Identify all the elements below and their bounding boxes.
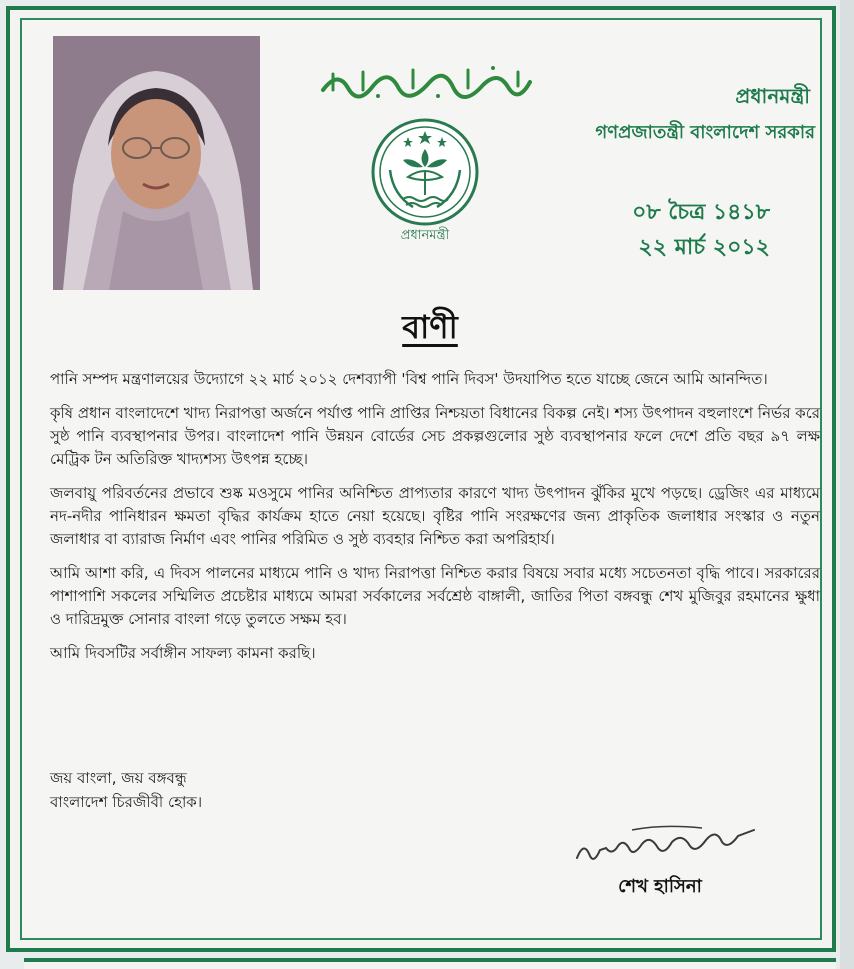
date-gregorian: ২২ মার্চ ২০১২ <box>638 235 770 260</box>
closing-line-1: জয় বাংলা, জয় বঙ্গবন্ধু <box>50 769 187 787</box>
closing-lines <box>50 766 450 814</box>
emblem-caption: প্রধানমন্ত্রী <box>400 228 450 243</box>
paragraph: পানি সম্পদ মন্ত্রণালয়ের উদ্যোগে ২২ মার্চ ২০১২ দেশব্যাপী 'বিশ্ব পানি দিবস' উদযাপিত হতে যাচ্ছে জেনে আমি আনন্দিত। <box>50 370 768 388</box>
message-body <box>50 368 820 676</box>
paragraph: জলবায়ু পরিবর্তনের প্রভাবে শুষ্ক মওসুমে পানির অনিশ্চিত প্রাপ্যতার কারণে খাদ্য উৎপাদন ঝুঁকির মুখে পড়ছে। ড্রেজিং এর মাধ্যমে নদ-নদীর পানিধারন ক্ষমতা বৃদ্ধির কার্যক্রম হাতে নেয়া হয়েছে। বৃষ্টির পানি সংরক্ষণের জন্য প্রাকৃতিক জলাধার সংস্কার ও নতুন জলাধার বা ব্যারাজ নির্মাণ এবং পানির পরিমিত ও সুষ্ঠ ব্যবহার নিশ্চিত করা অপরিহার্য। <box>50 484 820 548</box>
date-bengali: ০৮ চৈত্র ১৪১৮ <box>632 200 770 225</box>
paragraph: আমি আশা করি, এ দিবস পালনের মাধ্যমে পানি ও খাদ্য নিরাপত্তা নিশ্চিত করার বিষয়ে সবার মধ্যে সচেতনতা বৃদ্ধি পাবে। সরকারের পাশাপাশি সকলের সম্মিলিত প্রচেষ্টার মাধ্যমে আমরা সর্বকালের সর্বশ্রেষ্ঠ বাঙ্গালী, জাতির পিতা বঙ্গবন্ধু শেখ মুজিবুর রহমানের ক্ষুধা ও দারিদ্রমুক্ত সোনার বাংলা গড়ে তুলতে সক্ষম হব। <box>50 564 820 628</box>
portrait-photo <box>53 36 260 290</box>
handwritten-signature <box>572 820 762 870</box>
paragraph: কৃষি প্রধান বাংলাদেশে খাদ্য নিরাপত্তা অর্জনে পর্যাপ্ত পানি প্রাপ্তির নিশ্চয়তা বিধানের বিকল্প নেই। শস্য উৎপাদন বহুলাংশে নির্ভর করে সুষ্ঠ পানি ব্যবস্থাপনার উপর। বাংলাদেশ পানি উন্নয়ন বোর্ডের সেচ প্রকল্পগুলোর সুষ্ঠ ব্যবস্থাপনার ফলে দেশে প্রতি বছর ৯৭ লক্ষ মেট্রিক টন অতিরিক্ত খাদ্যশস্য উৎপন্ন হচ্ছে। <box>50 404 820 468</box>
bismillah-calligraphy <box>318 60 533 100</box>
office-title: প্রধানমন্ত্রী <box>735 84 810 108</box>
signer-name: শেখ হাসিনা <box>618 876 702 897</box>
office-subtitle: গণপ্রজাতন্ত্রী বাংলাদেশ সরকার <box>595 122 815 143</box>
paragraph: আমি দিবসটির সর্বাঙ্গীন সাফল্য কামনা করছি। <box>50 644 316 662</box>
next-page-edge <box>24 958 836 969</box>
page-edge <box>840 0 854 969</box>
closing-line-2: বাংলাদেশ চিরজীবী হোক। <box>50 793 203 811</box>
government-emblem-icon <box>368 115 483 245</box>
message-heading: বাণী <box>402 308 458 346</box>
